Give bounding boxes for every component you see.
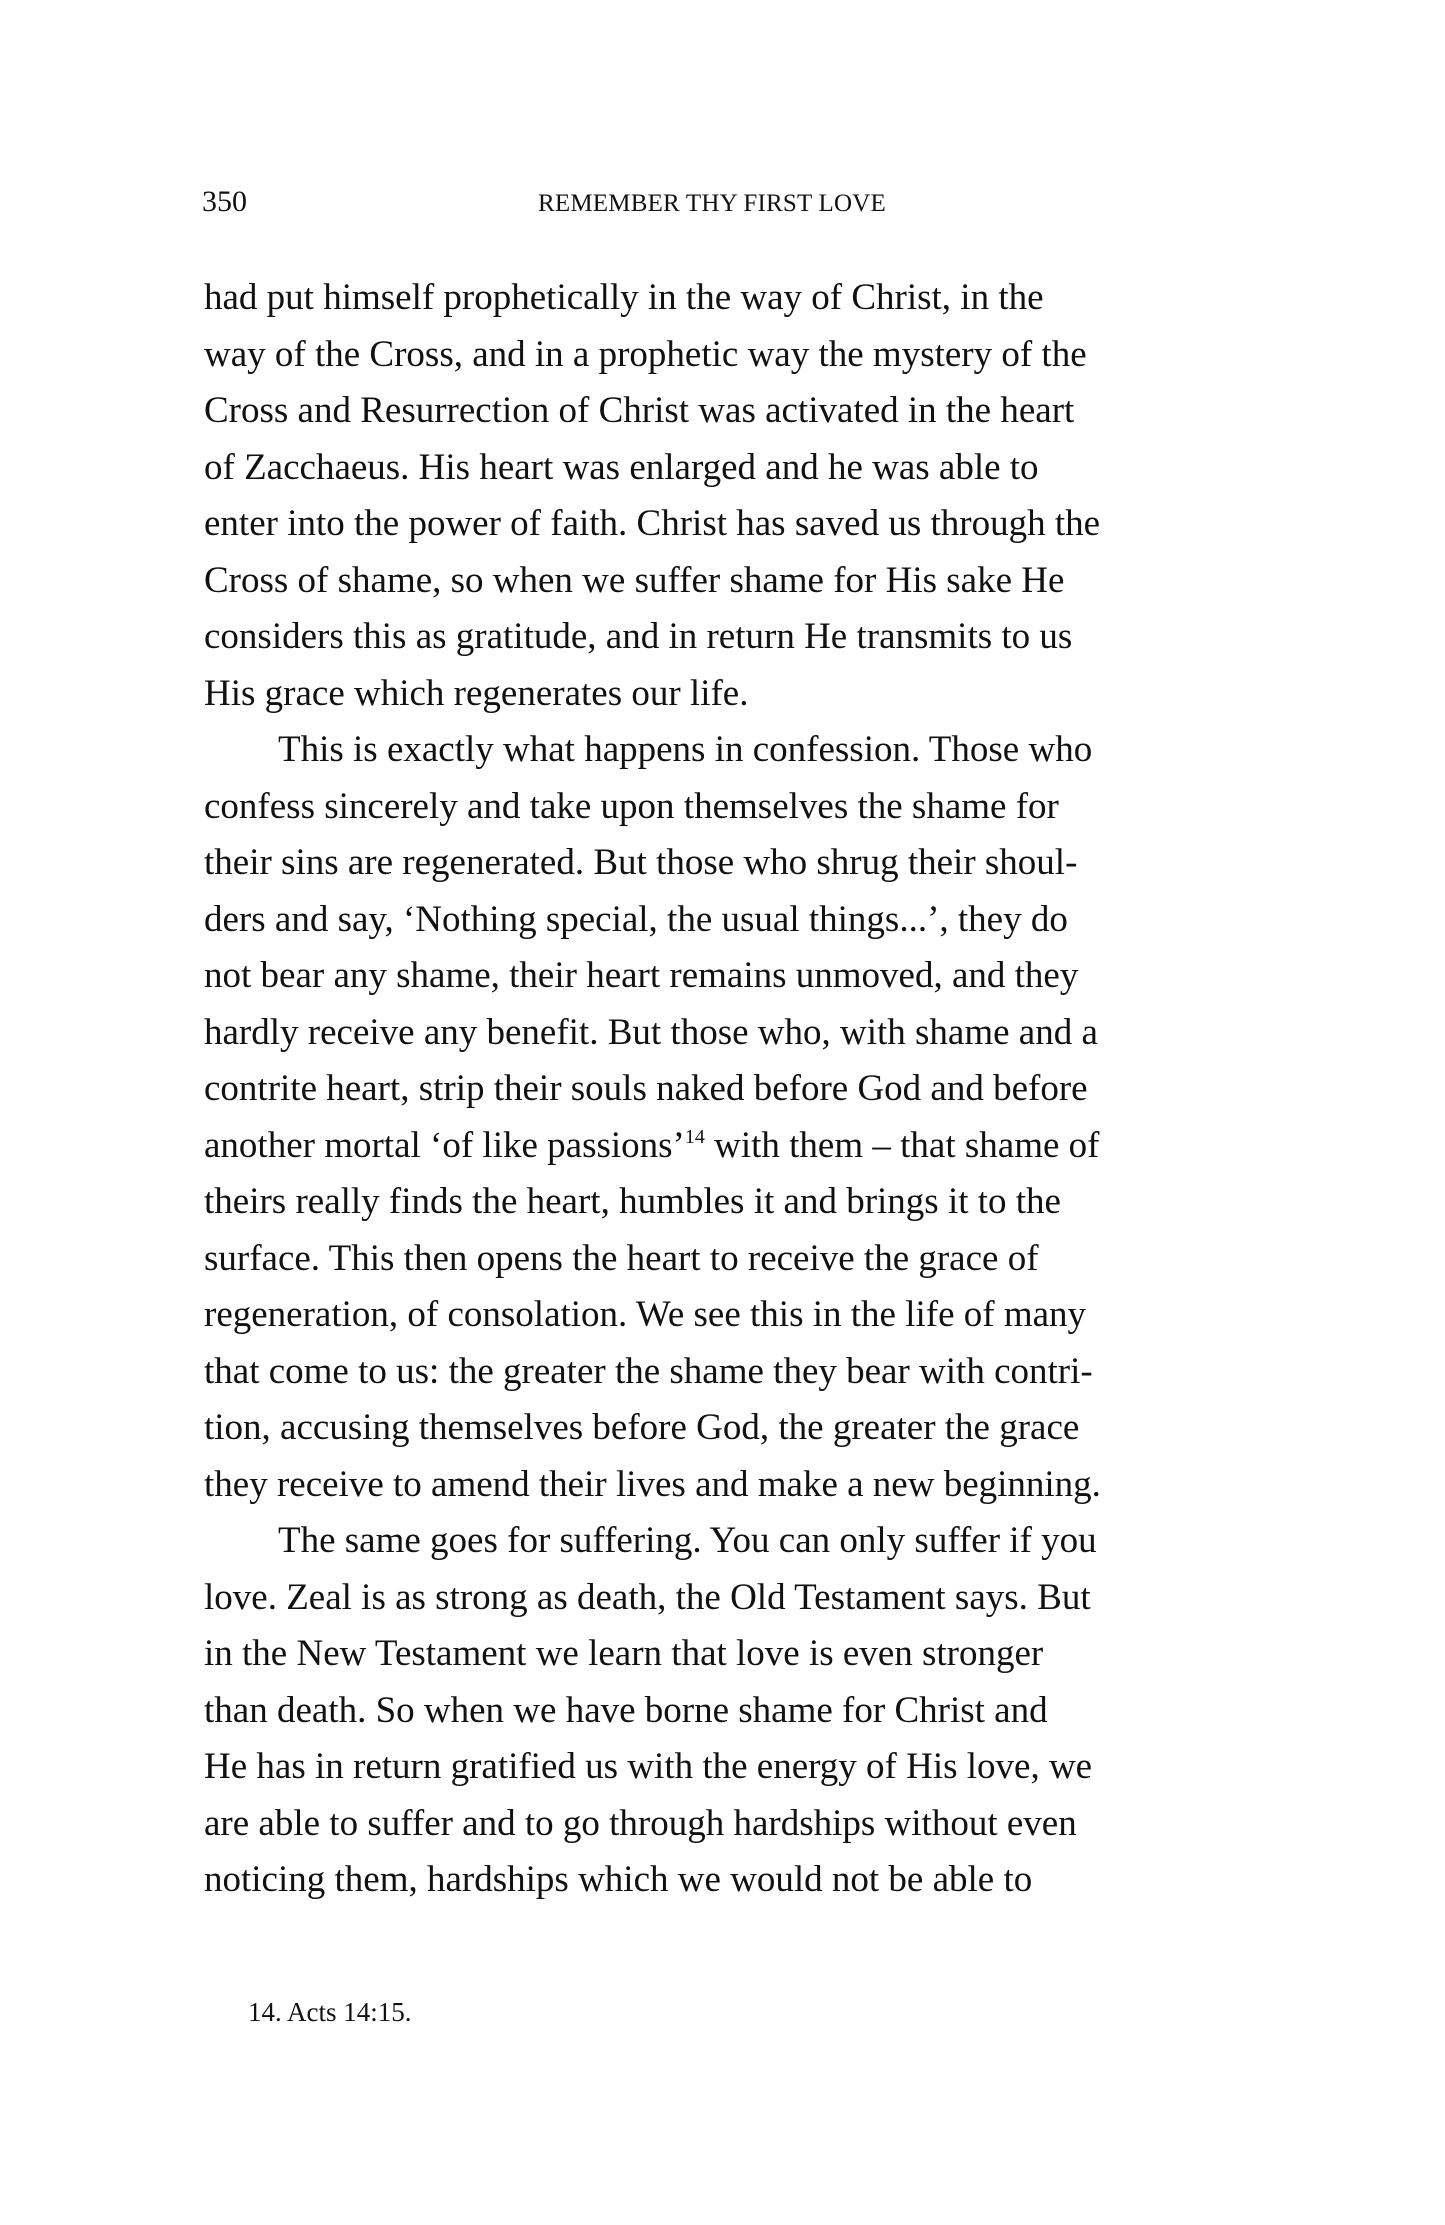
- text-line: ders and say, ‘Nothing special, the usual things...’, they do: [204, 898, 1068, 940]
- text-line: way of the Cross, and in a prophetic way the mystery of the: [204, 333, 1087, 375]
- text-line: surface. This then opens the heart to receive the grace of: [204, 1237, 1039, 1279]
- text-line: Cross of shame, so when we suffer shame for His sake He: [204, 559, 1065, 601]
- text-line: enter into the power of faith. Christ has saved us through the: [204, 503, 1101, 544]
- text-line: noticing them, hardships which we would not be able to: [204, 1859, 1033, 1900]
- text-line: in the New Testament we learn that love is even stronger: [204, 1633, 1044, 1674]
- text-line: hardly receive any benefit. But those who, with shame and a: [204, 1011, 1098, 1053]
- text-line: tion, accusing themselves before God, the greater the grace: [204, 1407, 1080, 1448]
- text-line-paragraph-end: His grace which regenerates our life.: [204, 672, 749, 714]
- text-line: are able to suffer and to go through hardships without even: [204, 1802, 1077, 1844]
- text-line-paragraph-end: they receive to amend their lives and make a new beginning.: [204, 1463, 1101, 1505]
- page-number: 350: [202, 185, 247, 218]
- text-line: confess sincerely and take upon themselves the shame for: [204, 785, 1059, 827]
- text-segment: another mortal ‘of like passions’: [204, 1124, 685, 1166]
- text-line: their sins are regenerated. But those who shrug their shoul-: [204, 842, 1078, 883]
- text-line-paragraph-start: The same goes for suffering. You can only suffer if you: [278, 1520, 1097, 1561]
- text-segment: with them – that shame of: [704, 1124, 1100, 1166]
- text-line: theirs really finds the heart, humbles it and brings it to the: [204, 1181, 1061, 1222]
- footnote: 14. Acts 14:15.: [248, 1997, 412, 2027]
- text-line: not bear any shame, their heart remains unmoved, and they: [204, 955, 1079, 996]
- text-line: He has in return gratified us with the energy of His love, we: [204, 1746, 1093, 1787]
- text-line: of Zacchaeus. His heart was enlarged and he was able to: [204, 446, 1039, 488]
- body-text: [204, 270, 1224, 1909]
- text-line: contrite heart, strip their souls naked before God and before: [204, 1068, 1088, 1109]
- footnote-reference[interactable]: 14: [684, 1125, 705, 1148]
- running-head: [202, 182, 1222, 222]
- text-line: regeneration, of consolation. We see this in the life of many: [204, 1294, 1087, 1335]
- text-line: than death. So when we have borne shame for Christ and: [204, 1689, 1048, 1731]
- text-line: that come to us: the greater the shame they bear with contri-: [204, 1350, 1093, 1392]
- text-line: love. Zeal is as strong as death, the Old Testament says. But: [204, 1576, 1091, 1618]
- text-line-with-footnote: [204, 1118, 1224, 1175]
- text-line: Cross and Resurrection of Christ was activated in the heart: [204, 390, 1075, 431]
- running-title: REMEMBER THY FIRST LOVE: [538, 190, 886, 217]
- text-line: had put himself prophetically in the way of Christ, in the: [204, 277, 1044, 318]
- text-line: considers this as gratitude, and in return He transmits to us: [204, 616, 1073, 657]
- text-line-paragraph-start: This is exactly what happens in confession. Those who: [278, 729, 1093, 770]
